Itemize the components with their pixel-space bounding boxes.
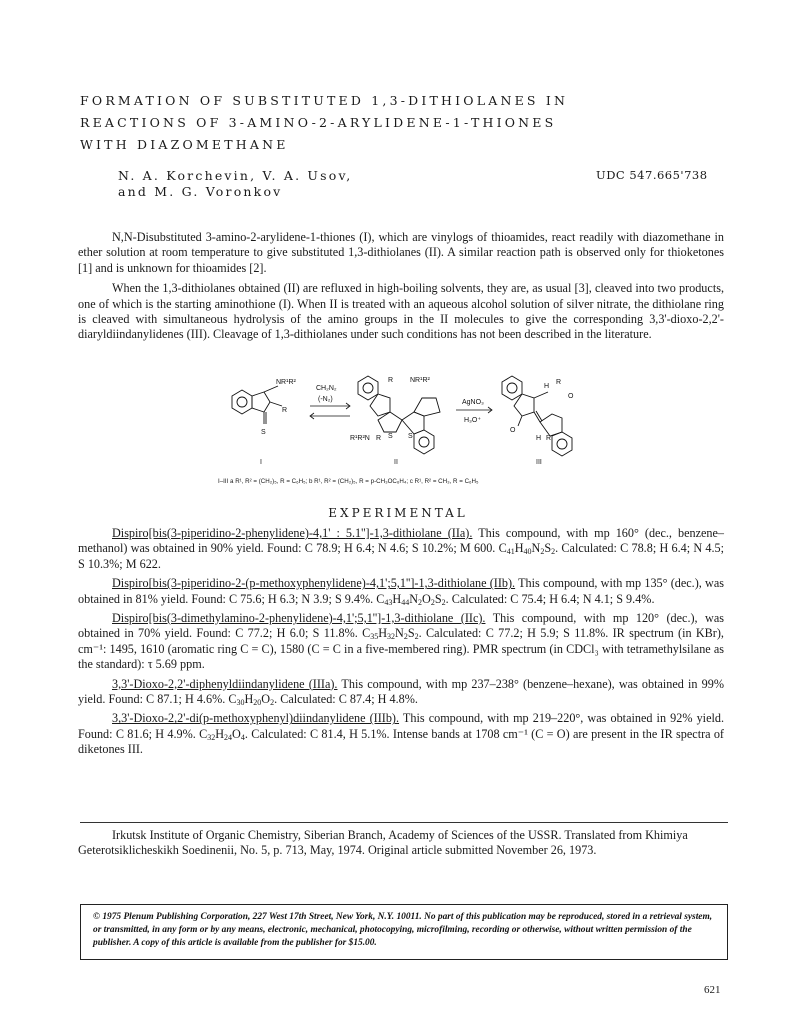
label-nr1r2-left: NR¹R² (276, 379, 296, 386)
title-line-3: WITH DIAZOMETHANE (80, 137, 289, 152)
paragraph-1: N,N-Disubstituted 3-amino-2-arylidene-1-thiones (I), which are vinylogs of thioamides, react readily with diazomethane in ether solution at room temperature to give substituted 1,3-dithiolanes (II). A similar reaction path is observed only for thioketones [1] and is unknown for thioamides [2]. (78, 230, 724, 275)
entry-IIIb: 3,3'-Dioxo-2,2'-di(p-methoxyphenyl)diindanylidene (IIIb). This compound, with mp 219–220°, was obtained in 92% yield. Found: C 81.6; H 4.9%. $C_{32}H_{24}O_4$. Calculated: C 81.4, H 5.1%. Intense bands at 1708 cm⁻¹ (C = O) are present in the IR spectra of diketones III. (78, 711, 725, 757)
label-nr1r2-mid: NR¹R² (410, 377, 430, 384)
entry-IIa: Dispiro[bis(3-piperidino-2-phenylidene)-4,1' : 5.1'']-1,3-dithiolane (IIa). This compound, with mp 160° (dec., benzene–methanol) was obtained in 90% yield. Found: C 78.9; H 6.4; N 4.6; S 10.2%; M 600. $C_{41}H_{40}N_2S_2$. Calculated: C 78.8; H 6.4; N 4.5; S 10.3%; M 622. (78, 526, 725, 571)
entry-IIb-found: Found: C 75.6; H 6.3; N 3.9; S 9.4%. (188, 591, 374, 606)
entry-IIc: Dispiro[bis(3-dimethylamino-2-phenylidene)-4,1';5,1'']-1,3-dithiolane (IIc). This compound, with mp 120° (dec.), was obtained in 70% yield. Found: C 77.2; H 6.0; S 11.8%. $C_{35}H_{32}N_2S_2$. Calculated: C 77.2; H 5.9; S 11.8%. IR spectrum (in KBr), cm⁻¹: 1495, 1610 (aromatic ring C = C), 1580 (C = C in a five-membered ring). PMR spectrum (in CDCl₃ with tetramethylsilane as the standard): τ 5.69 ppm. (78, 611, 724, 672)
authors-line-2: and M. G. Voronkov (118, 184, 283, 199)
compound-name-IIa: Dispiro[bis(3-piperidino-2-phenylidene)-4,1' : 5.1'']-1,3-dithiolane (IIa). (112, 526, 473, 540)
entry-IIIb-text-a: This compound, with mp 219–220°, was obtained in 92% yield. (399, 711, 725, 726)
scheme-legend: I–III a R¹, R² = (CH₂)₅, R = C₆H₅; b R¹, R² = (CH₂)₅, R = p-CH₃OC₆H₄; c R¹, R² = CH₃, R = C₆H₅ (218, 478, 479, 485)
compound-number-1: I (260, 459, 262, 466)
label-s-mid-1: S (388, 433, 393, 440)
label-r-left: R (282, 407, 288, 414)
label-r-mid-bottom: R (376, 435, 382, 442)
entry-IIa-text-a: This compound, with mp 160° (dec., benzene–methanol) was obtained in 90% yield. (78, 526, 725, 556)
entry-IIb-calculated: Calculated: C 75.4; H 6.4; N 4.1; S 9.4%. (448, 591, 655, 606)
label-h-right-top: H (544, 383, 550, 390)
title-line-2: REACTIONS OF 3-AMINO-2-ARYLIDENE-1-THIONES (80, 115, 557, 130)
label-o-right: O (568, 393, 574, 400)
compound-number-3: III (536, 459, 542, 466)
label-o-right-2: O (510, 427, 516, 434)
footnote-divider (80, 822, 728, 823)
authors (118, 168, 352, 200)
authors-line-1: N. A. Korchevin, V. A. Usov, (118, 168, 353, 183)
affiliation-text: Irkutsk Institute of Organic Chemistry, Siberian Branch, Academy of Sciences of the USSR. Translated from Khimiya Geterotsiklicheskikh Soedinenii, No. 5, p. 713, May, 1974. Original article submitted November 26, 1973. (78, 828, 688, 858)
reagent-2-top: AgNO₃ (462, 399, 484, 406)
label-r1r2n: R¹R²N (350, 435, 370, 442)
entry-IIa-found: Found: C 78.9; H 6.4; N 4.6; S 10.2%; M 600. (263, 541, 496, 556)
entry-IIb: Dispiro[bis(3-piperidino-2-(p-methoxyphenylidene)-4,1';5,1'']-1,3-dithiolane (IIb). This compound, with mp 135° (dec.), was obtained in 81% yield. Found: C 75.6; H 6.3; N 3.9; S 9.4%. $C_{43}H_{44}N_2O_2S_2$. Calculated: C 75.4; H 6.4; N 4.1; S 9.4%. (78, 576, 725, 607)
label-r-right-top: R (556, 379, 562, 386)
label-s-left: S (261, 429, 266, 436)
copyright-text: © 1975 Plenum Publishing Corporation, 227 West 17th Street, New York, N.Y. 10011. No part of this publication may be reproduced, stored in a retrieval system, or transmitted, in any form or by any means, electronic, mechanical, photocopying, microfilming, recording or otherwise, without written permission of the publisher. A copy of this article is available from the publisher for $15.00. (93, 912, 713, 948)
entry-IIIa: 3,3'-Dioxo-2,2'-diphenyldiindanylidene (IIIa). This compound, with mp 237–238° (benzene–hexane), was obtained in 99% yield. Found: C 87.1; H 4.6%. $C_{30}H_{20}O_2$. Calculated: C 87.4; H 4.8%. (78, 676, 724, 708)
structure-I (232, 386, 282, 424)
entry-IIc-found: Found: C 77.2; H 6.0; S 11.8%. (192, 626, 358, 641)
arrow-1 (310, 403, 350, 419)
title-line-1: FORMATION OF SUBSTITUTED 1,3-DITHIOLANES IN (80, 93, 569, 108)
structure-II (358, 376, 440, 454)
compound-name-IIc: Dispiro[bis(3-dimethylamino-2-phenylidene)-4,1';5,1'']-1,3-dithiolane (IIc). (112, 611, 486, 626)
entry-IIIb-found: Found: C 81.6; H 4.9%. (78, 726, 196, 741)
arrow-2 (456, 407, 492, 413)
page-number: 621 (704, 984, 721, 996)
abstract (78, 230, 724, 343)
entry-IIb-text-a: This compound, with mp 135° (dec.), was obtained in 81% yield. (78, 576, 725, 606)
entry-IIIa-text-a: This compound, with mp 237–238° (benzene–hexane), was obtained in 99% yield. (78, 676, 724, 707)
structure-III (502, 376, 572, 456)
paragraph-2: When the 1,3-dithiolanes obtained (II) are refluxed in high-boiling solvents, they are, as usual [3], cleaved into two products, one of which is the starting aminothione (I). When II is treated with an aqueous alcohol solution of silver nitrate, the dithiolane ring is cleaved with simultaneous hydrolysis of the amino groups in the II molecules to give the corresponding 3,3'-dioxo-2,2'-diaryldiindanylidenes (III). Cleavage of 1,3-dithiolanes under such conditions has not been described in the literature. (78, 281, 724, 342)
entry-IIIb-calculated: Calculated: C 81.4, H 5.1%. Intense bands at 1708 cm⁻¹ (C = O) are present in the IR spectra of diketones III. (78, 726, 724, 757)
copyright-notice (80, 904, 728, 960)
section-heading-experimental: EXPERIMENTAL (328, 506, 468, 520)
reagent-2-bottom: H₃O⁺ (464, 417, 482, 424)
reaction-scheme (218, 368, 588, 480)
label-r-mid-top: R (388, 377, 394, 384)
label-h-right-bottom: H (536, 435, 542, 442)
experimental-section (78, 526, 724, 758)
reagent-1-bottom: (-N₂) (318, 396, 333, 403)
compound-name-IIIb: 3,3'-Dioxo-2,2'-di(p-methoxyphenyl)diindanylidene (IIIb). (112, 711, 400, 726)
article-title (80, 90, 720, 156)
entry-IIc-text-a: This compound, with mp 120° (dec.), was obtained in 70% yield. (78, 611, 724, 641)
compound-number-2: II (394, 459, 398, 466)
compound-name-IIIa: 3,3'-Dioxo-2,2'-diphenyldiindanylidene (IIIa). (112, 676, 338, 691)
udc-code: UDC 547.665'738 (596, 168, 708, 182)
entry-IIIa-calculated: Calculated: C 87.4; H 4.8%. (277, 692, 418, 707)
label-r-right-bottom: R (546, 435, 552, 442)
label-s-mid-2: S (408, 433, 413, 440)
reagent-1-top: CH₂N₂ (316, 385, 337, 392)
entry-IIc-calculated: Calculated: C 77.2; H 5.9; S 11.8%. IR spectrum (in KBr), cm⁻¹: 1495, 1610 (aromatic ring C = C), 1580 (C = C in a five-membered ring). PMR spectrum (in CDCl₃ with tetramethylsilane as the standard): τ 5.69 ppm. (78, 626, 724, 672)
entry-IIIa-found: Found: C 87.1; H 4.6%. (105, 692, 226, 707)
affiliation (78, 828, 724, 859)
compound-name-IIb: Dispiro[bis(3-piperidino-2-(p-methoxyphenylidene)-4,1';5,1'']-1,3-dithiolane (IIb). (112, 576, 516, 591)
entry-IIa-calculated: Calculated: C 78.8; H 6.4; N 4.5; S 10.3%; M 622. (78, 541, 724, 571)
